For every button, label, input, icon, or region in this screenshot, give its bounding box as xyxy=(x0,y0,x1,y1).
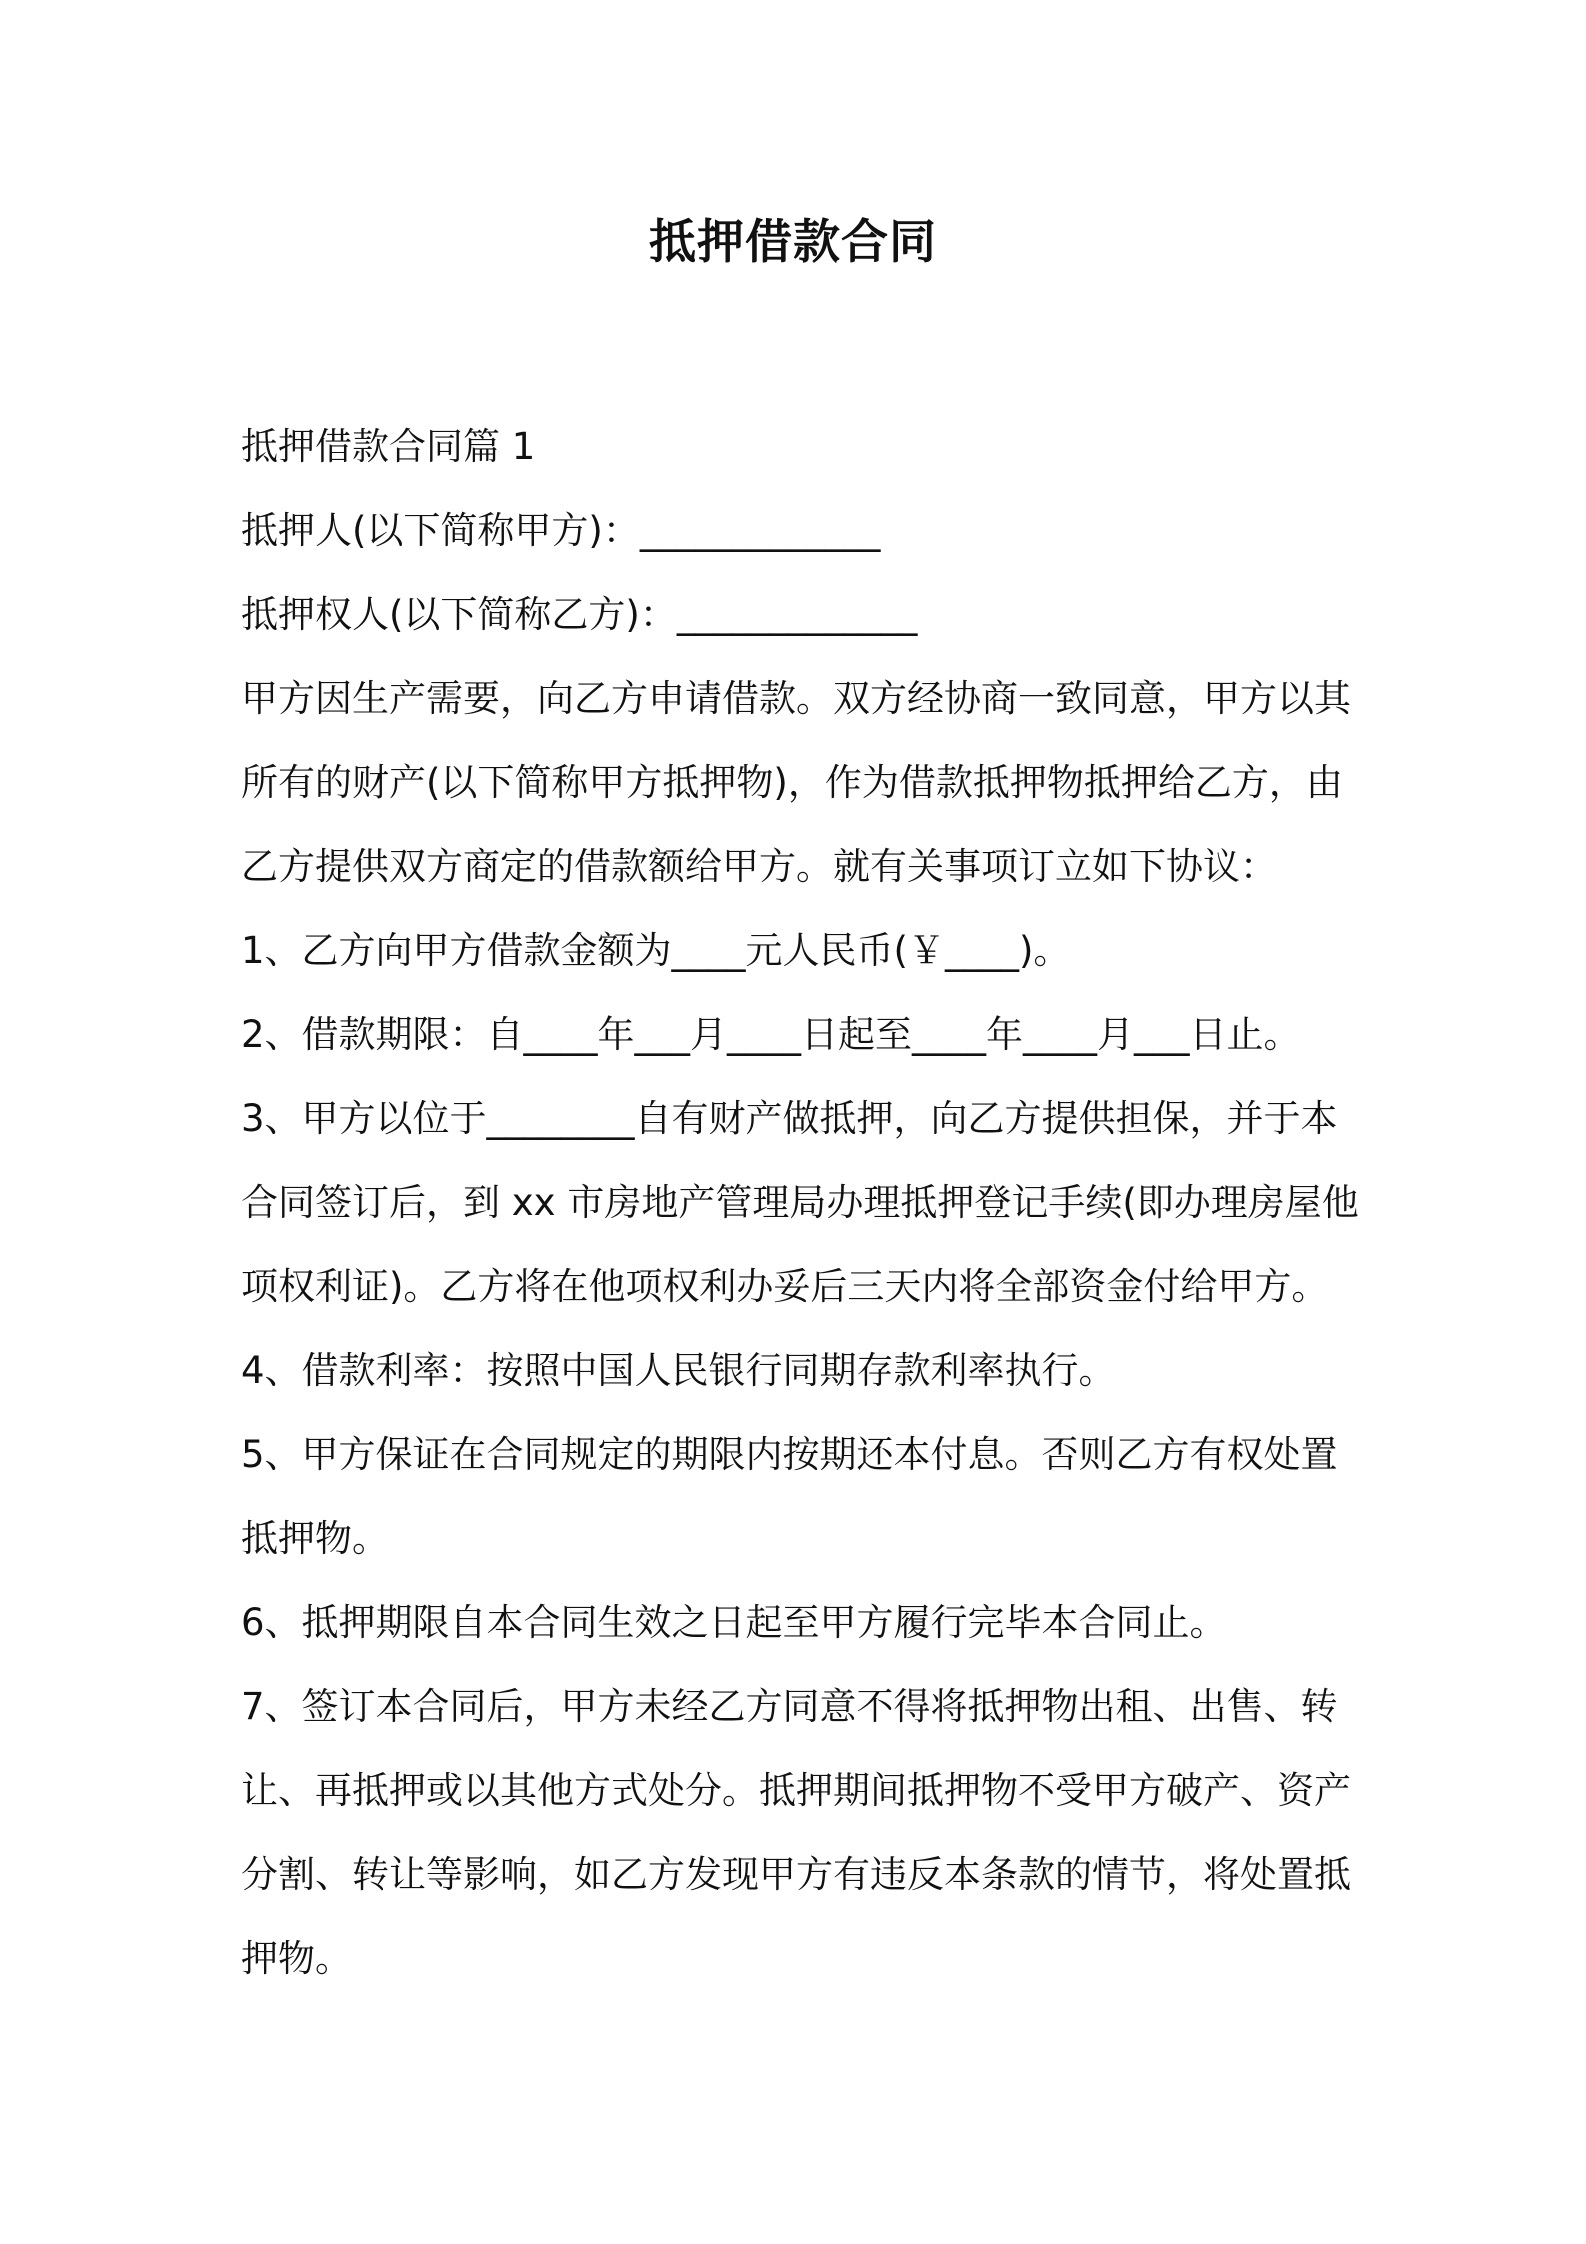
mortgagee-field: 抵押权人(以下简称乙方)：_____________ xyxy=(241,593,918,636)
document-title: 抵押借款合同 xyxy=(649,215,937,270)
clause-7-line: 押物。 xyxy=(241,1937,352,1980)
clause-6: 6、抵押期限自本合同生效之日起至甲方履行完毕本合同止。 xyxy=(241,1601,1227,1644)
mortgagor-field: 抵押人(以下简称甲方)：_____________ xyxy=(241,509,881,552)
clause-3-line: 3、甲方以位于________自有财产做抵押，向乙方提供担保，并于本 xyxy=(241,1097,1338,1140)
clause-2: 2、借款期限：自____年___月____日起至____年____月___日止。 xyxy=(241,1013,1301,1056)
clause-7-line: 7、签订本合同后，甲方未经乙方同意不得将抵押物出租、出售、转 xyxy=(241,1685,1338,1728)
preamble-line: 乙方提供双方商定的借款额给甲方。就有关事项订立如下协议： xyxy=(241,845,1277,888)
clause-4: 4、借款利率：按照中国人民银行同期存款利率执行。 xyxy=(241,1349,1116,1392)
clause-3-line: 合同签订后，到 xx 市房地产管理局办理抵押登记手续(即办理房屋他 xyxy=(241,1181,1359,1224)
preamble-line: 所有的财产(以下简称甲方抵押物)，作为借款抵押物抵押给乙方，由 xyxy=(241,761,1343,804)
clause-5-line: 抵押物。 xyxy=(241,1517,389,1560)
clause-7-line: 让、再抵押或以其他方式处分。抵押期间抵押物不受甲方破产、资产 xyxy=(241,1769,1351,1812)
preamble-line: 甲方因生产需要，向乙方申请借款。双方经协商一致同意，甲方以其 xyxy=(241,677,1351,720)
clause-7-line: 分割、转让等影响，如乙方发现甲方有违反本条款的情节，将处置抵 xyxy=(241,1853,1351,1896)
clause-3-line: 项权利证)。乙方将在他项权利办妥后三天内将全部资金付给甲方。 xyxy=(241,1265,1329,1308)
clause-5-line: 5、甲方保证在合同规定的期限内按期还本付息。否则乙方有权处置 xyxy=(241,1433,1338,1476)
section-heading: 抵押借款合同篇 1 xyxy=(241,425,536,468)
document-body xyxy=(241,405,1357,2001)
clause-1: 1、乙方向甲方借款金额为____元人民币(￥____)。 xyxy=(241,929,1071,972)
